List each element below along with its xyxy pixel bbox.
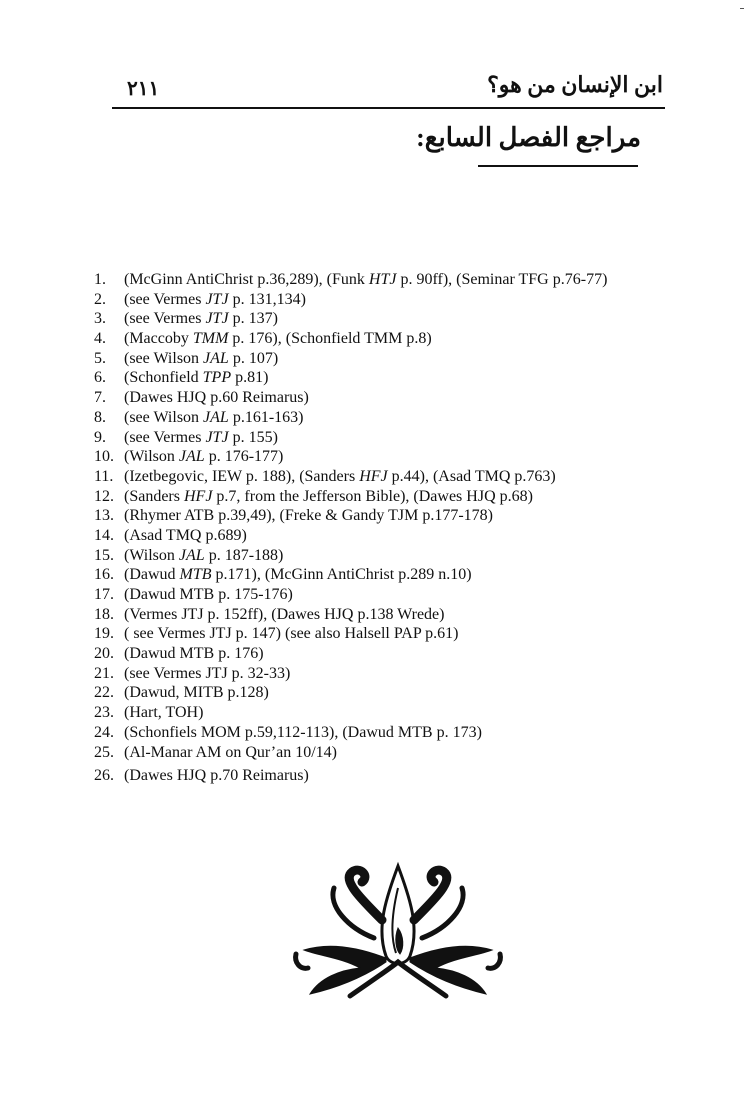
reference-text-part: p.161-163)	[228, 408, 304, 426]
reference-abbrev-italic: JAL	[203, 349, 229, 367]
reference-text-part: p.7, from the Jefferson Bible), (Dawes HJQ p.68)	[212, 487, 533, 505]
reference-text-part: ( see Vermes JTJ p. 147) (see also Halsell PAP p.61)	[124, 625, 459, 643]
reference-item	[94, 585, 607, 605]
reference-abbrev-italic: TPP	[202, 369, 232, 387]
reference-number: 16.	[94, 566, 114, 584]
reference-item	[94, 447, 607, 467]
reference-item	[94, 683, 607, 703]
reference-abbrev-italic: MTB	[179, 566, 212, 584]
reference-text-part: (see Wilson	[124, 349, 204, 367]
reference-number: 26.	[94, 767, 114, 785]
reference-text	[124, 368, 268, 388]
reference-text-part: (Asad TMQ p.689)	[124, 526, 247, 544]
reference-text-part: p. 187-188)	[204, 546, 284, 564]
reference-text-part: p. 176-177)	[204, 448, 284, 466]
reference-text	[124, 329, 432, 349]
reference-text-part: (see Vermes JTJ p. 32-33)	[124, 664, 291, 682]
reference-abbrev-italic: HFJ	[183, 487, 213, 505]
reference-item	[94, 664, 607, 684]
reference-item	[94, 329, 607, 349]
reference-text	[124, 565, 472, 585]
reference-item	[94, 644, 607, 664]
reference-text-part: (Maccoby	[124, 330, 193, 348]
reference-text	[124, 723, 482, 743]
reference-number: 8.	[94, 408, 106, 426]
references-list	[94, 270, 607, 786]
reference-text	[124, 290, 306, 310]
reference-text	[124, 447, 283, 467]
reference-text	[124, 467, 556, 487]
reference-number: 11.	[94, 467, 114, 485]
reference-text-part: p. 131,134)	[228, 290, 306, 308]
reference-number: 5.	[94, 349, 106, 367]
reference-text	[124, 349, 278, 369]
reference-number: 25.	[94, 743, 114, 761]
reference-item	[94, 467, 607, 487]
reference-number: 17.	[94, 586, 114, 603]
reference-number: 14.	[94, 526, 114, 544]
reference-abbrev-italic: JAL	[178, 448, 205, 466]
reference-text-part: (see Vermes	[124, 310, 206, 328]
reference-abbrev-italic: JTJ	[205, 428, 229, 446]
reference-item	[94, 605, 607, 625]
page-number: ٢١١	[127, 78, 160, 100]
reference-number: 18.	[94, 605, 114, 623]
reference-text-part: p.44), (Asad TMQ p.763)	[387, 467, 556, 485]
reference-text-part: (Hart, TOH)	[124, 704, 204, 722]
scan-mark	[740, 8, 744, 9]
reference-number: 21.	[94, 664, 114, 682]
reference-text-part: (McGinn AntiChrist p.36,289), (Funk	[124, 271, 369, 288]
reference-number: 10.	[94, 448, 114, 466]
reference-text	[124, 644, 264, 664]
reference-item	[94, 546, 607, 566]
reference-item	[94, 526, 607, 546]
reference-text-part: (see Vermes	[124, 428, 206, 446]
reference-item	[94, 270, 607, 290]
reference-text-part: p. 176), (Schonfield TMM p.8)	[228, 330, 432, 348]
reference-text	[124, 408, 303, 428]
reference-text-part: (Wilson	[124, 546, 179, 564]
reference-item	[94, 487, 607, 507]
reference-number: 13.	[94, 507, 114, 525]
reference-text-part: (Dawes HJQ p.70 Reimarus)	[124, 767, 309, 785]
reference-text-part: (Izetbegovic, IEW p. 188), (Sanders	[124, 467, 360, 485]
reference-item	[94, 766, 607, 786]
reference-number: 19.	[94, 625, 114, 643]
reference-number: 20.	[94, 645, 114, 663]
reference-item	[94, 349, 607, 369]
reference-item	[94, 428, 607, 448]
reference-item	[94, 506, 607, 526]
reference-text-part: (Dawud, MITB p.128)	[124, 684, 269, 702]
reference-text	[124, 506, 493, 526]
reference-number: 1.	[94, 271, 106, 288]
reference-item	[94, 565, 607, 585]
reference-text-part: p.171), (McGinn AntiChrist p.289 n.10)	[211, 566, 472, 584]
reference-item	[94, 309, 607, 329]
header-divider	[112, 107, 665, 109]
reference-number: 12.	[94, 487, 114, 505]
reference-item	[94, 408, 607, 428]
reference-item	[94, 388, 607, 408]
reference-text-part: p.81)	[231, 369, 269, 387]
reference-text	[124, 270, 607, 290]
reference-text-part: (Schonfield	[124, 369, 203, 387]
reference-item	[94, 624, 607, 644]
reference-number: 7.	[94, 389, 106, 407]
reference-number: 2.	[94, 290, 106, 308]
reference-text-part: (Sanders	[124, 487, 184, 505]
reference-text	[124, 585, 293, 605]
reference-text-part: (Dawud MTB p. 176)	[124, 645, 264, 663]
reference-abbrev-italic: TMM	[192, 330, 229, 348]
reference-text	[124, 546, 283, 566]
reference-abbrev-italic: JTJ	[205, 290, 229, 308]
reference-item	[94, 743, 607, 763]
reference-text	[124, 428, 278, 448]
reference-text-part: p. 137)	[228, 310, 278, 328]
reference-item	[94, 703, 607, 723]
reference-number: 4.	[94, 330, 106, 348]
reference-text-part: p. 90ff), (Seminar TFG p.76-77)	[396, 271, 608, 288]
reference-abbrev-italic: HFJ	[359, 467, 388, 485]
reference-text-part: (Al-Manar AM on Qur’an 10/14)	[124, 743, 337, 761]
reference-abbrev-italic: JTJ	[205, 310, 229, 328]
reference-text-part: (Dawes HJQ p.60 Reimarus)	[124, 389, 309, 407]
chapter-heading: مراجع الفصل السابع:	[416, 123, 641, 152]
book-title: ابن الإنسان من هو؟	[487, 72, 663, 97]
reference-text	[124, 766, 309, 786]
reference-text	[124, 388, 309, 408]
reference-text-part: (see Wilson	[124, 408, 204, 426]
reference-text-part: (Wilson	[124, 448, 179, 466]
reference-number: 3.	[94, 310, 106, 328]
reference-text	[124, 309, 278, 329]
reference-text-part: (Dawud	[124, 566, 180, 584]
reference-text	[124, 683, 269, 703]
reference-text	[124, 743, 337, 763]
reference-text-part: p. 155)	[228, 428, 278, 446]
reference-text	[124, 487, 533, 507]
reference-text	[124, 703, 203, 723]
floral-ornament-icon	[290, 858, 506, 1002]
reference-text-part: (Schonfiels MOM p.59,112-113), (Dawud MTB p. 173)	[124, 723, 482, 741]
reference-text-part: (Vermes JTJ p. 152ff), (Dawes HJQ p.138 Wrede)	[124, 605, 445, 623]
reference-text	[124, 526, 247, 546]
reference-text	[124, 664, 290, 684]
reference-number: 24.	[94, 723, 114, 741]
reference-text	[124, 605, 444, 625]
reference-number: 15.	[94, 546, 114, 564]
reference-number: 23.	[94, 704, 114, 722]
reference-abbrev-italic: HTJ	[368, 271, 397, 288]
reference-number: 6.	[94, 369, 106, 387]
reference-text	[124, 624, 458, 644]
reference-text-part: (see Vermes	[124, 290, 206, 308]
heading-underline	[478, 165, 638, 167]
reference-text-part: p. 107)	[228, 349, 279, 367]
reference-number: 9.	[94, 428, 106, 446]
reference-abbrev-italic: JAL	[203, 408, 229, 426]
reference-text-part: (Rhymer ATB p.39,49), (Freke & Gandy TJM p.177-178)	[124, 507, 493, 525]
reference-item	[94, 290, 607, 310]
reference-item	[94, 723, 607, 743]
reference-text-part: (Dawud MTB p. 175-176)	[124, 586, 293, 603]
reference-number: 22.	[94, 684, 114, 702]
reference-item	[94, 368, 607, 388]
reference-abbrev-italic: JAL	[178, 546, 205, 564]
